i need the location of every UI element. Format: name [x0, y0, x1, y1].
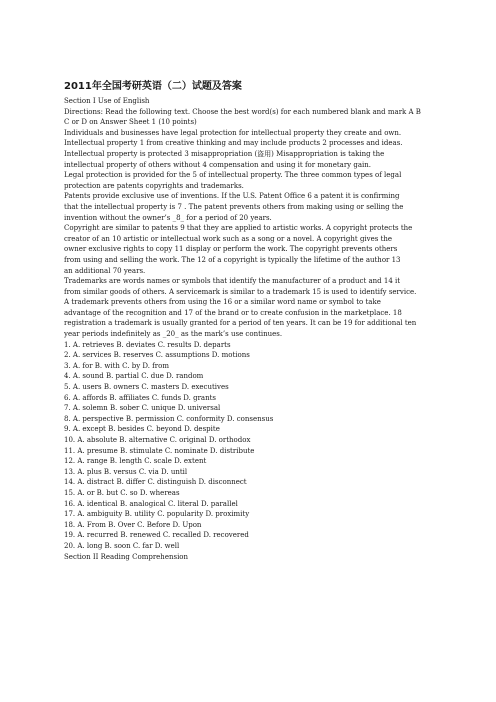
text-line: registration a trademark is usually granted for a period of ten years. It can be 19 for additional ten — [64, 319, 417, 328]
text-line: year periods indefinitely as _20_ as the mark’s use continues. — [64, 330, 283, 339]
text-line: 17. A. ambiguity B. utility C. popularity D. proximity — [64, 510, 250, 519]
text-line: 4. A. sound B. partial C. due D. random — [64, 372, 204, 381]
text-line: Copyright are similar to patents 9 that they are applied to artistic works. A copyright protects the — [64, 224, 413, 233]
text-line: A trademark prevents others from using the 16 or a similar word name or symbol to take — [64, 298, 381, 307]
text-line: 15. A. or B. but C. so D. whereas — [64, 488, 180, 497]
text-line: 20. A. long B. soon C. far D. well — [64, 541, 180, 550]
text-line: Patents provide exclusive use of inventions. If the U.S. Patent Office 6 a patent it is confirming — [64, 192, 400, 201]
text-line: C or D on Answer Sheet 1 (10 points) — [64, 118, 197, 127]
text-line: owner exclusive rights to copy 11 display or perform the work. The copyright prevents others — [64, 245, 398, 254]
text-line: 10. A. absolute B. alternative C. original D. orthodox — [64, 436, 251, 444]
text-line: 8. A. perspective B. permission C. conformity D. consensus — [64, 414, 274, 423]
document-title: 2011年全国考研英语（二）试题及答案 — [64, 81, 242, 92]
text-line: 13. A. plus B. versus C. via D. until — [64, 467, 188, 476]
text-line: 1. A. retrieves B. deviates C. results D. departs — [64, 340, 231, 349]
text-line: Trademarks are words names or symbols that identify the manufacturer of a product and 14 it — [64, 277, 401, 286]
text-line: 2. A. services B. reserves C. assumptions D. motions — [64, 351, 250, 360]
text-line: Intellectual property 1 from creative thinking and may include products 2 processes and ideas. — [64, 139, 403, 148]
text-line: Section II Reading Comprehension — [64, 552, 189, 561]
text-line: 3. A. for B. with C. by D. from — [64, 361, 169, 370]
text-line: advantage of the recognition and 17 of the brand or to create confusion in the marketplace. 18 — [64, 308, 402, 317]
text-line: 12. A. range B. length C. scale D. extent — [64, 457, 207, 466]
text-line: from using and selling the work. The 12 of a copyright is typically the lifetime of the author 13 — [64, 255, 401, 264]
text-line: 11. A. presume B. stimulate C. nominate D. distribute — [64, 446, 255, 455]
text-line: 7. A. solemn B. sober C. unique D. universal — [64, 404, 221, 413]
text-line: protection are patents copyrights and trademarks. — [64, 181, 244, 190]
text-line: from similar goods of others. A servicemark is similar to a trademark 15 is used to identify service. — [64, 287, 417, 296]
text-line: Section I Use of English — [64, 97, 150, 105]
text-line: Intellectual property is protected 3 misappropriation (盗用) Misappropriation is taking the — [64, 149, 385, 158]
text-line: invention without the owner’s _8_ for a period of 20 years. — [64, 213, 272, 222]
text-line: 6. A. affords B. affiliates C. funds D. grants — [64, 393, 217, 402]
text-line: 16. A. identical B. analogical C. literal D. parallel — [64, 499, 238, 508]
document-text — [64, 96, 436, 562]
text-line: 19. A. recurred B. renewed C. recalled D. recovered — [64, 531, 249, 540]
document-body — [64, 80, 436, 562]
text-line: intellectual property of others without 4 compensation and using it for monetary gain. — [64, 160, 371, 169]
text-line: 14. A. distract B. differ C. distinguish D. disconnect — [64, 478, 247, 487]
text-line: Legal protection is provided for the 5 of intellectual property. The three common types of legal — [64, 171, 402, 180]
text-line: 9. A. except B. besides C. beyond D. despite — [64, 425, 220, 434]
text-line: an additional 70 years. — [64, 266, 146, 275]
text-line: 5. A. users B. owners C. masters D. executives — [64, 383, 229, 392]
text-line: 18. A. From B. Over C. Before D. Upon — [64, 520, 202, 529]
text-line: Directions: Read the following text. Choose the best word(s) for each numbered blank and mark A B — [64, 107, 421, 116]
text-line: Individuals and businesses have legal protection for intellectual property they create and own. — [64, 128, 402, 137]
text-line: that the intellectual property is 7 . The patent prevents others from making using or selling the — [64, 202, 404, 211]
text-line: creator of an 10 artistic or intellectual work such as a song or a novel. A copyright gives the — [64, 234, 393, 243]
